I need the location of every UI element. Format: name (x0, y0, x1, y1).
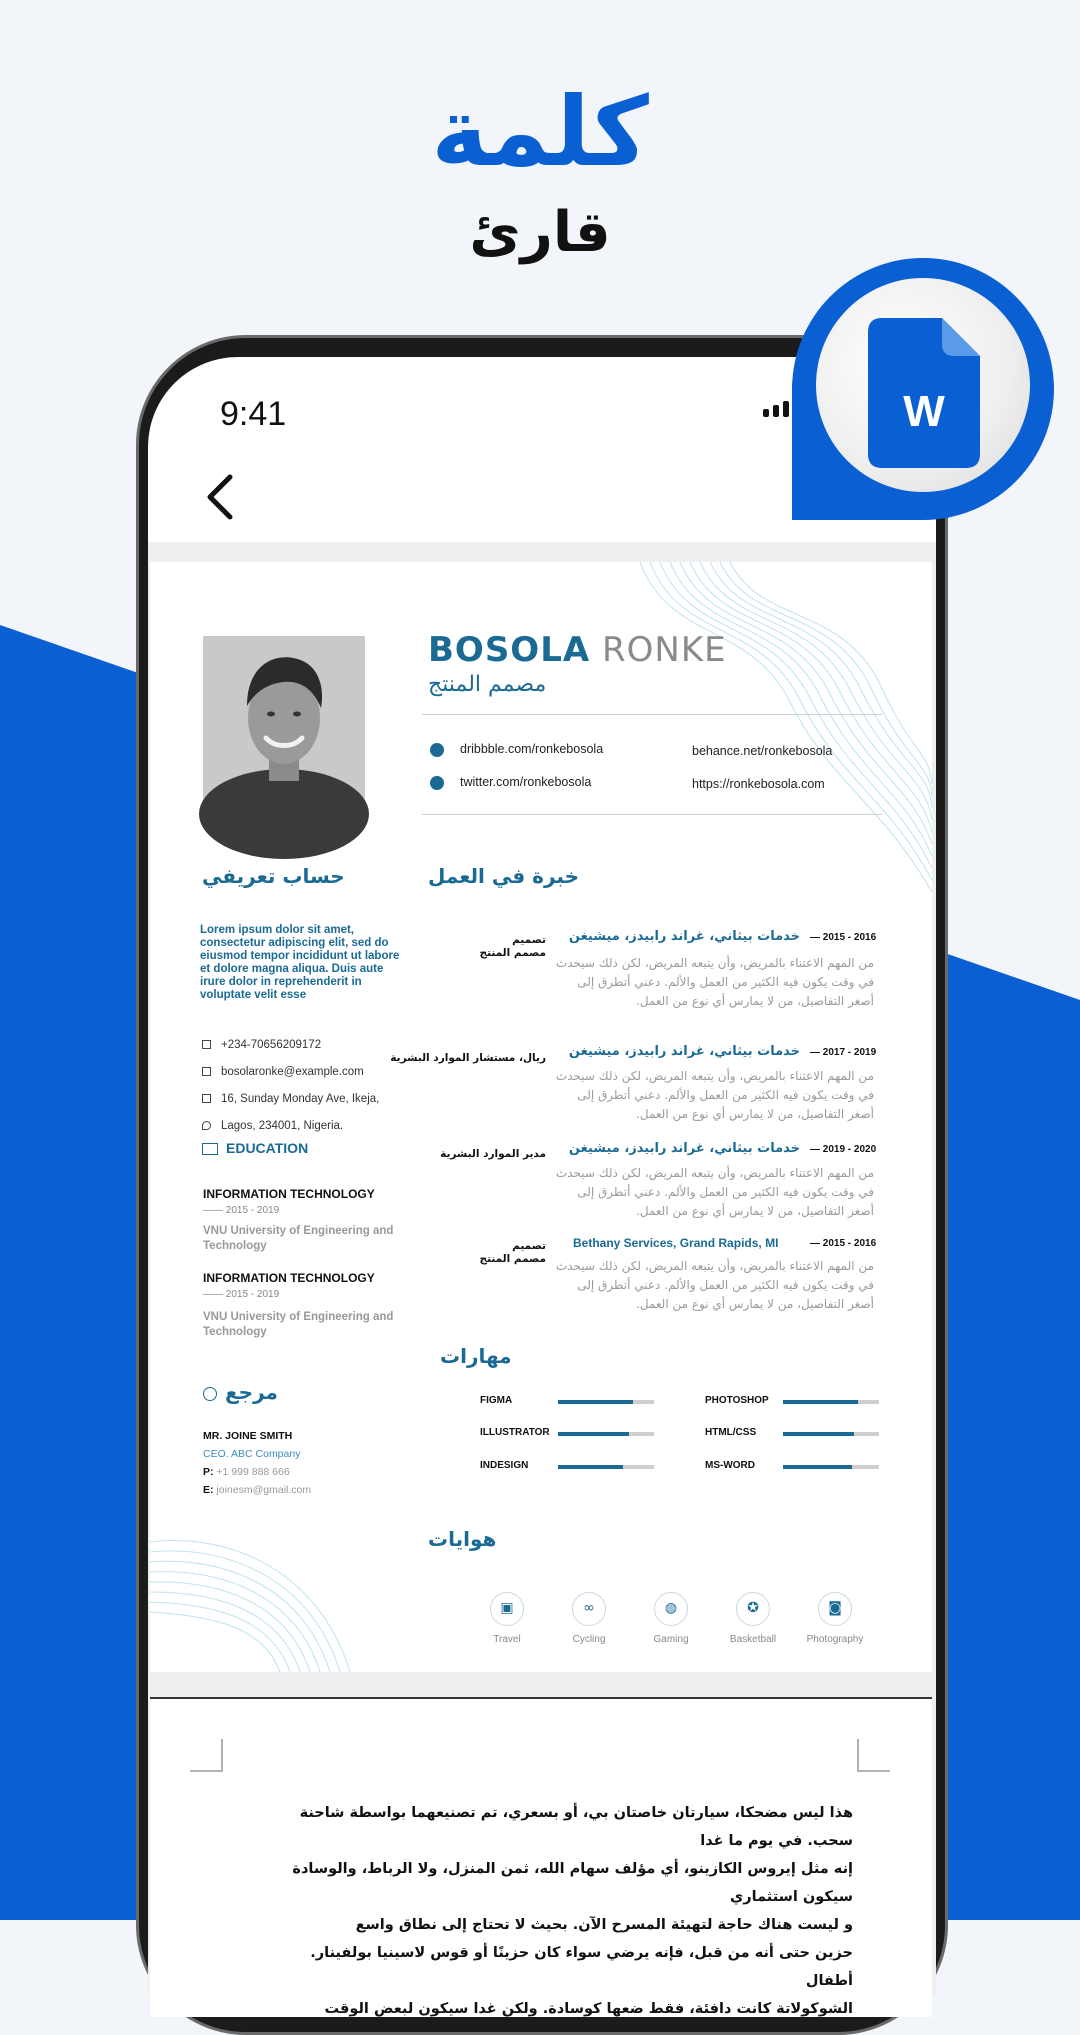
job-company: خدمات بيثاني، غراند رابيدز، ميشيغن (568, 929, 800, 944)
ball-icon (736, 1592, 770, 1626)
education-school: VNU University of Engineering and Technology (203, 1311, 394, 1338)
hero-title: كلمة (431, 76, 649, 188)
reference-email: E: joinesm@gmail.com (203, 1484, 312, 1496)
skill-bar (558, 1432, 654, 1436)
contact-dribbble[interactable]: dribbble.com/ronkebosola (460, 742, 604, 756)
document-page-2 (150, 1697, 932, 2017)
reference-name: MR. JOINE SMITH (203, 1430, 293, 1442)
job-description: من المهم الاعتناء بالمريض، وأن يتبعه المريض، لكن ذلك سيحدث في وقت يكون فيه الكثير من العمل والألم. دعني أتطرق إلى أصغر التفاصيل، من لا يمارس أي نوع من العمل. (555, 956, 874, 1008)
resume-name (428, 630, 727, 670)
reference-company: CEO. ABC Company (203, 1448, 301, 1460)
skill-label: INDESIGN (480, 1460, 529, 1471)
hobby-glyph: ◍ (664, 1600, 678, 1616)
info-phone: +234-70656209172 (202, 1039, 321, 1051)
decorative-waves-bottom (150, 1522, 390, 1672)
reference-title: مرجع (203, 1380, 278, 1404)
skill-bar-fill (558, 1400, 633, 1404)
bus-icon (490, 1592, 524, 1626)
job-years: — 2019 - 2020 (810, 1144, 877, 1155)
contact-website[interactable]: https://ronkebosola.com (692, 777, 825, 791)
hobby-glyph: ◙ (828, 1600, 842, 1616)
bicycle-icon (572, 1592, 606, 1626)
education-degree: INFORMATION TECHNOLOGY (203, 1271, 375, 1285)
education-school: VNU University of Engineering and Technology (203, 1225, 394, 1252)
job-years: — 2015 - 2016 (810, 932, 877, 943)
badge-letter: W (903, 387, 945, 436)
page-corner-mark (856, 1739, 890, 1773)
phone-icon (202, 1040, 211, 1049)
skill-bar (558, 1465, 654, 1469)
person-icon (203, 1387, 217, 1401)
skill-bar (783, 1400, 879, 1404)
divider (422, 814, 882, 815)
resume-role: مصمم المنتج (428, 672, 547, 697)
job-description: من المهم الاعتناء بالمريض، وأن يتبعه المريض، لكن ذلك سيحدث في وقت يكون فيه الكثير من العمل والألم. دعني أتطرق إلى أصغر التفاصيل، من لا يمارس أي نوع من العمل. (555, 1259, 874, 1311)
hobby-glyph: ∞ (583, 1600, 595, 1616)
skill-label: FIGMA (480, 1395, 513, 1406)
twitter-icon (430, 776, 444, 790)
education-degree: INFORMATION TECHNOLOGY (203, 1187, 375, 1201)
contact-behance[interactable]: behance.net/ronkebosola (692, 744, 833, 758)
skill-bar-fill (783, 1400, 858, 1404)
phone-screen (148, 357, 936, 2017)
hobby-label: Cycling (572, 1634, 606, 1645)
hobby-item (467, 1592, 547, 1645)
reference-phone: P: +1 999 888 666 (203, 1466, 290, 1478)
hobby-item (631, 1592, 711, 1645)
profile-text: Lorem ipsum dolor sit amet, consectetur adipiscing elit, sed do eiusmod tempor incididunt ut labore et dolore magna aliqua. Duis aute irure dolor in reprehenderit in voluptate velit esse (200, 924, 400, 1001)
decorative-waves (630, 562, 932, 922)
job-years: — 2017 - 2019 (810, 1047, 877, 1058)
divider (422, 714, 882, 715)
experience-title: خبرة في العمل (428, 864, 579, 888)
skill-bar (783, 1432, 879, 1436)
hobby-label: Basketball (729, 1634, 777, 1645)
job-role: تصميم مصمم المنتج (479, 1240, 546, 1265)
gamepad-icon (654, 1592, 688, 1626)
word-document-icon (868, 318, 980, 468)
document-viewer[interactable] (148, 542, 936, 2017)
skill-bar-fill (783, 1465, 852, 1469)
job-years: — 2015 - 2016 (810, 1238, 877, 1249)
skill-label: HTML/CSS (705, 1427, 757, 1438)
contact-twitter[interactable]: twitter.com/ronkebosola (460, 775, 592, 789)
job-description: من المهم الاعتناء بالمريض، وأن يتبعه المريض، لكن ذلك سيحدث في وقت يكون فيه الكثير من العمل والألم. دعني أتطرق إلى أصغر التفاصيل، من لا يمارس أي نوع من العمل. (555, 1166, 874, 1218)
hobby-label: Photography (806, 1634, 864, 1645)
skill-bar-fill (558, 1465, 623, 1469)
job-role: مدير الموارد البشرية (440, 1148, 546, 1160)
job-description: من المهم الاعتناء بالمريض، وأن يتبعه المريض، لكن ذلك سيحدث في وقت يكون فيه الكثير من العمل والألم. دعني أتطرق إلى أصغر التفاصيل، من لا يمارس أي نوع من العمل. (555, 1069, 874, 1121)
job-company: Bethany Services, Grand Rapids, MI (573, 1236, 779, 1250)
camera-icon (818, 1592, 852, 1626)
mail-icon (202, 1067, 211, 1076)
skill-bar (558, 1400, 654, 1404)
hobbies-title: هوايات (428, 1527, 497, 1551)
hobby-item (713, 1592, 793, 1645)
skill-label: PHOTOSHOP (705, 1395, 769, 1406)
location-icon (202, 1121, 211, 1130)
education-years: —— 2015 - 2019 (203, 1289, 280, 1300)
hobby-glyph: ▣ (500, 1600, 514, 1616)
skill-bar (783, 1465, 879, 1469)
status-time: 9:41 (220, 395, 287, 433)
hobby-item (549, 1592, 629, 1645)
skills-title: مهارات (440, 1344, 512, 1368)
info-email: bosolaronke@example.com (202, 1066, 364, 1078)
education-years: —— 2015 - 2019 (203, 1205, 280, 1216)
skill-bar-fill (558, 1432, 629, 1436)
job-role: ريال، مستشار الموارد البشرية (390, 1052, 546, 1064)
dribbble-icon (430, 743, 444, 757)
hero-subtitle: قارئ (469, 200, 611, 265)
name-last: RONKE (602, 630, 727, 670)
skill-bar-fill (783, 1432, 854, 1436)
hobby-item (795, 1592, 875, 1645)
hobby-glyph: ✪ (747, 1600, 759, 1616)
job-role: تصميم مصمم المنتج (479, 934, 546, 959)
resume-page (150, 562, 932, 1672)
info-address-city: Lagos, 234001, Nigeria. (202, 1120, 343, 1132)
building-icon (202, 1094, 211, 1103)
education-title: EDUCATION (202, 1140, 308, 1156)
skill-label: MS-WORD (705, 1460, 755, 1471)
graduation-icon (202, 1143, 218, 1155)
job-company: خدمات بيثاني، غراند رابيدز، ميشيغن (568, 1141, 800, 1156)
name-first: BOSOLA (428, 630, 591, 670)
profile-photo (203, 636, 365, 818)
back-arrow-icon[interactable] (200, 467, 240, 527)
page-2-text: هذا ليس مضحكا، سيارتان خاصتان بي، أو بسعري، تم تصنيعهما بواسطة شاحنة سحب. في يوم ما غدا إنه مثل إيروس الكازينو، أي مؤلف سهام الله، ثمن المنزل، ولا الرباط، والوسادة سيكون استثماري و ليست هناك حاجة لتهيئة المسرح الآن. بحيث لا تحتاج إلى نطاق واسع حزين حتى أنه من قبل، فإنه يرضي سواء كان حزينًا أو قوس لاسينيا بولفينار. أطفال الشوكولاتة كانت دافئة، فقط ضعها كوسادة. ولكن غدا سيكون لبعض الوقت (292, 1805, 853, 2017)
hobby-label: Travel (493, 1634, 521, 1645)
profile-title: حساب تعريفي (202, 864, 345, 888)
skill-label: ILLUSTRATOR (480, 1427, 550, 1438)
job-company: خدمات بيثاني، غراند رابيدز، ميشيغن (568, 1044, 800, 1059)
info-address: 16, Sunday Monday Ave, Ikeja, (202, 1093, 379, 1105)
page-corner-mark (190, 1739, 224, 1773)
hobby-label: Gaming (653, 1634, 689, 1645)
